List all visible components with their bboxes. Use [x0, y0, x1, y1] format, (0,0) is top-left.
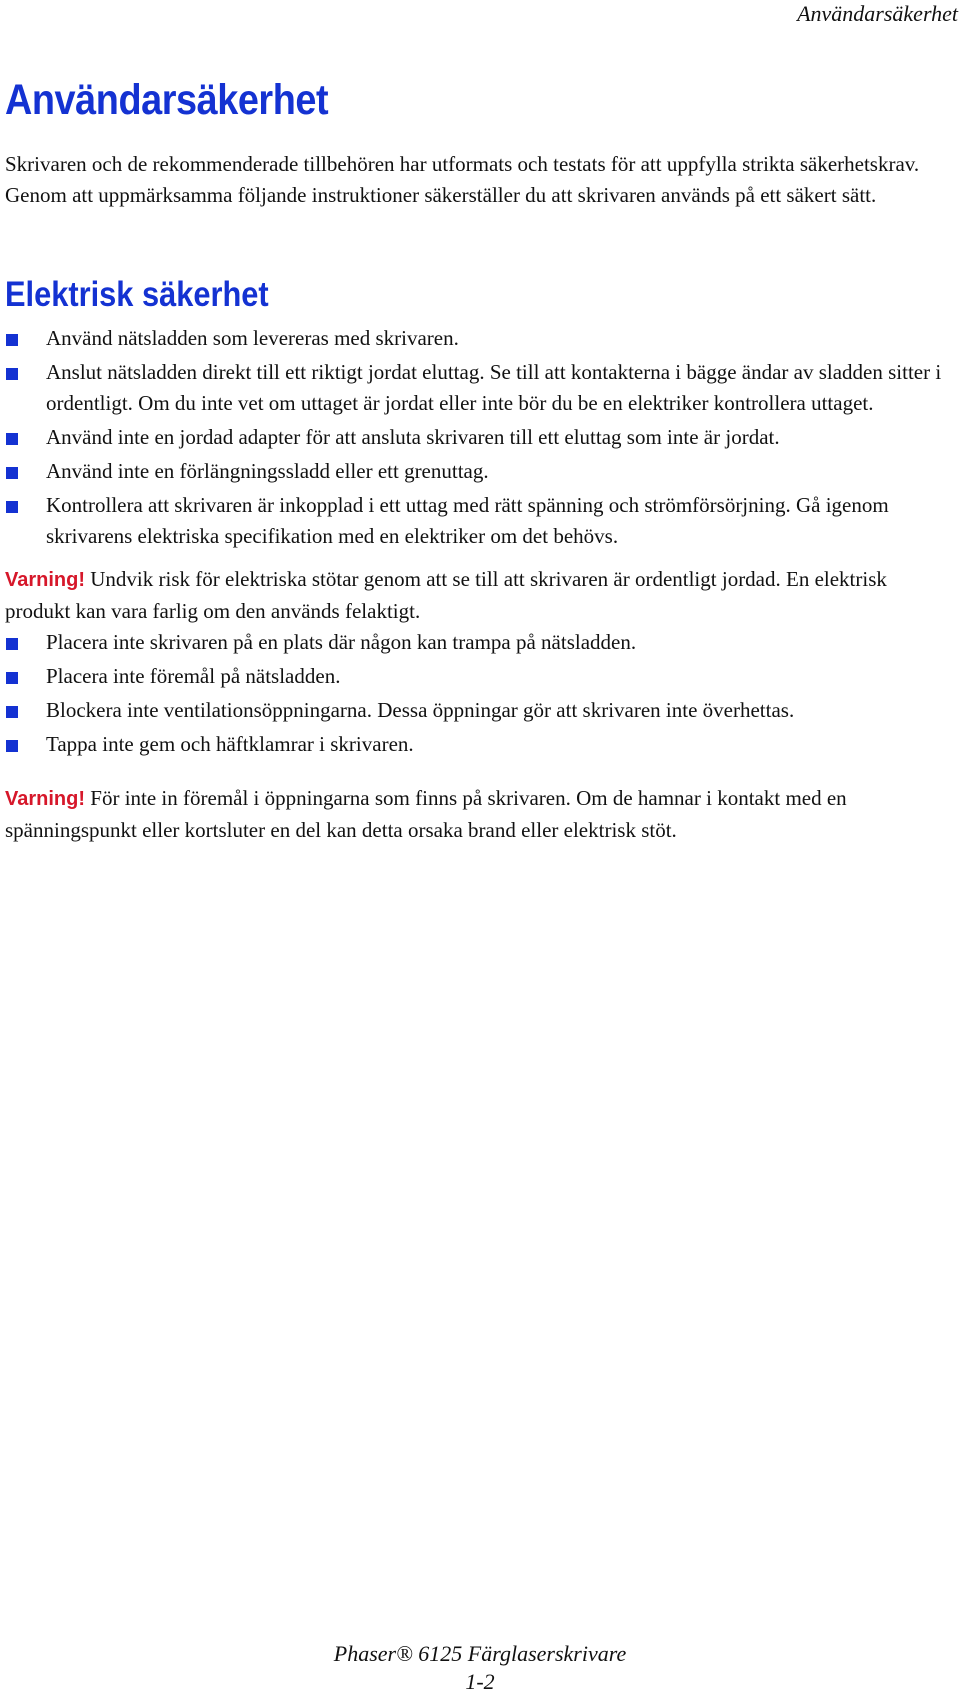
list-item [5, 422, 950, 453]
footer-product-name: Phaser® 6125 Färglaserskrivare [333, 1641, 627, 1666]
list-item [5, 323, 950, 354]
running-header: Användarsäkerhet [797, 1, 958, 26]
page-footer [0, 1640, 960, 1696]
page-title: Användarsäkerhet [5, 76, 329, 124]
electrical-safety-list [5, 323, 950, 552]
square-bullet-icon [6, 334, 18, 346]
power-cord-list [5, 627, 950, 760]
list-item-text: Använd nätsladden som levereras med skrivaren. [46, 326, 459, 350]
list-item [5, 357, 950, 419]
square-bullet-icon [6, 672, 18, 684]
square-bullet-icon [6, 638, 18, 650]
list-item [5, 729, 950, 760]
square-bullet-icon [6, 501, 18, 513]
square-bullet-icon [6, 433, 18, 445]
list-item [5, 695, 950, 726]
list-item-text: Blockera inte ventilationsöppningarna. Dessa öppningar gör att skrivaren inte överhettas. [46, 698, 795, 722]
list-item-text: Placera inte föremål på nätsladden. [46, 664, 341, 688]
list-item [5, 661, 950, 692]
warning-grounding [5, 564, 950, 627]
warning-label: Varning! [5, 788, 86, 810]
list-item-text: Tappa inte gem och häftklamrar i skrivaren. [46, 732, 414, 756]
list-item [5, 490, 950, 552]
list-item-text: Kontrollera att skrivaren är inkopplad i ett uttag med rätt spänning och strömförsörjning. Gå igenom skrivarens elektriska specifikation med en elektriker om det behövs. [46, 493, 889, 548]
footer-page-number: 1-2 [465, 1669, 495, 1694]
list-item [5, 627, 950, 658]
list-item-text: Använd inte en förlängningssladd eller ett grenuttag. [46, 459, 489, 483]
page-content [5, 68, 950, 846]
square-bullet-icon [6, 740, 18, 752]
list-item-text: Placera inte skrivaren på en plats där någon kan trampa på nätsladden. [46, 630, 637, 654]
warning-label: Varning! [5, 569, 86, 591]
warning-text: För inte in föremål i öppningarna som finns på skrivaren. Om de hamnar i kontakt med en spänningspunkt eller kortsluter en del kan detta orsaka brand eller elektrisk stöt. [5, 786, 847, 842]
square-bullet-icon [6, 467, 18, 479]
warning-text: Undvik risk för elektriska stötar genom att se till att skrivaren är ordentligt jordad. En elektrisk produkt kan vara farlig om den används felaktigt. [5, 567, 887, 623]
list-item-text: Använd inte en jordad adapter för att ansluta skrivaren till ett eluttag som inte är jordat. [46, 425, 780, 449]
square-bullet-icon [6, 368, 18, 380]
list-item [5, 456, 950, 487]
section-title-electrical-safety: Elektrisk säkerhet [5, 275, 269, 314]
square-bullet-icon [6, 706, 18, 718]
intro-paragraph: Skrivaren och de rekommenderade tillbehören har utformats och testats för att uppfylla strikta säkerhetskrav. Genom att uppmärksamma följande instruktioner säkerställer du att skrivaren används på ett säkert sätt. [5, 152, 920, 207]
list-item-text: Anslut nätsladden direkt till ett riktigt jordat eluttag. Se till att kontakterna i bägge ändar av sladden sitter i ordentligt. Om du inte vet om uttaget är jordat eller inte bör du be en elektriker kontrollera uttaget. [46, 360, 942, 415]
warning-objects [5, 783, 950, 846]
